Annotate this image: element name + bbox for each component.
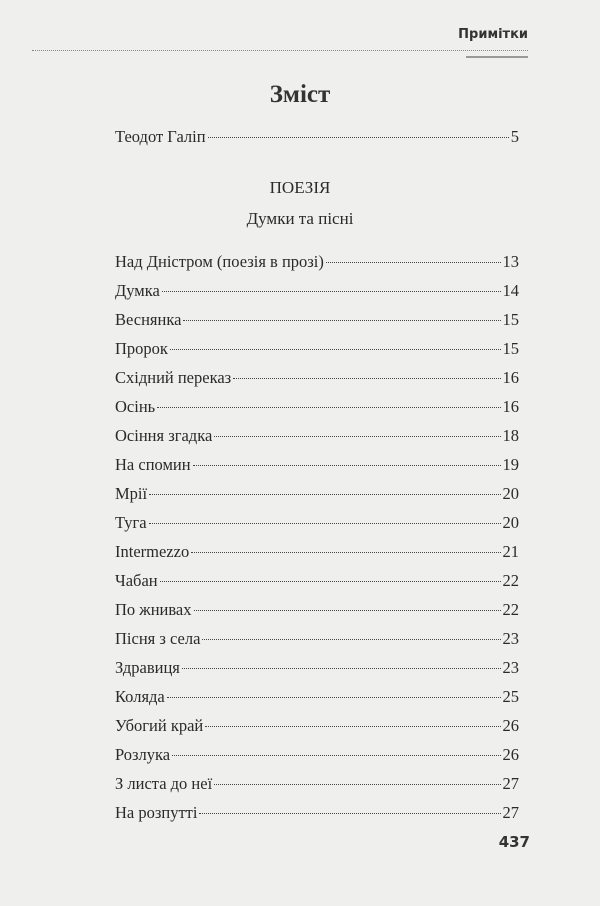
toc-entry-page: 16: [502, 397, 519, 416]
toc-entry[interactable]: [115, 368, 519, 388]
leader-dots: [170, 349, 501, 350]
toc-entry-page: 21: [502, 542, 519, 561]
toc-entry-page: 20: [502, 513, 519, 532]
toc-entry-page: 26: [502, 716, 519, 735]
toc-entry[interactable]: [115, 571, 519, 591]
toc-entry[interactable]: [115, 484, 519, 504]
toc-entry-label: Чабан: [115, 571, 158, 590]
toc-entry-label: На спомин: [115, 455, 191, 474]
toc-entry-label: На розпутті: [115, 803, 198, 822]
toc-entry-page: 22: [502, 600, 519, 619]
toc-entry-page: 22: [502, 571, 519, 590]
toc-entry[interactable]: [115, 687, 519, 707]
toc-entry-label: Осінь: [115, 397, 156, 416]
toc-entry-label: Веснянка: [115, 310, 182, 329]
leader-dots: [149, 523, 501, 524]
toc-entry-page: 19: [502, 455, 519, 474]
toc-entry-label: Думка: [115, 281, 160, 300]
toc-entry[interactable]: [115, 600, 519, 620]
toc-entry[interactable]: [115, 629, 519, 649]
leader-dots: [149, 494, 500, 495]
toc-entry-page: 15: [502, 310, 519, 329]
toc-entry[interactable]: [115, 513, 519, 533]
toc-entry-label: Пророк: [115, 339, 168, 358]
toc-entry[interactable]: [115, 310, 519, 330]
toc-entry-label: З листа до неї: [115, 774, 213, 793]
header-underline: [466, 56, 528, 58]
toc-entry[interactable]: [115, 774, 519, 794]
toc-entry[interactable]: [115, 397, 519, 417]
leader-dots: [214, 436, 500, 437]
leader-dots: [326, 262, 501, 263]
toc-entry-page: 27: [502, 803, 519, 822]
leader-dots: [160, 581, 501, 582]
toc-entry-label: По жнивах: [115, 600, 192, 619]
toc-entry-page: 26: [502, 745, 519, 764]
toc-entry-label: Пісня з села: [115, 629, 201, 648]
leader-dots: [202, 639, 500, 640]
leader-dots: [193, 465, 501, 466]
toc-entry-intro[interactable]: [115, 127, 519, 147]
leader-dots: [191, 552, 500, 553]
toc-entry[interactable]: [115, 426, 519, 446]
page-number: 437: [498, 833, 530, 851]
leader-dots: [208, 137, 509, 138]
subsection-heading: Думки та пісні: [246, 209, 354, 228]
toc-entry[interactable]: [115, 281, 519, 301]
toc-entry-label: Убогий край: [115, 716, 204, 735]
toc-entry[interactable]: [115, 716, 519, 736]
toc-entry[interactable]: [115, 803, 519, 823]
leader-dots: [157, 407, 500, 408]
toc-entry-page: 18: [502, 426, 519, 445]
toc-entry[interactable]: [115, 455, 519, 475]
toc-entry-label: Здравиця: [115, 658, 180, 677]
running-header: Примітки: [458, 27, 528, 42]
toc-entry[interactable]: [115, 339, 519, 359]
leader-dots: [214, 784, 500, 785]
toc-entry-label: Над Дністром (поезія в прозі): [115, 252, 324, 271]
toc-entry-page: 23: [502, 629, 519, 648]
toc-entry-page: 5: [510, 127, 519, 146]
leader-dots: [162, 291, 501, 292]
toc-entry-label: Мрії: [115, 484, 148, 503]
toc-entry[interactable]: [115, 745, 519, 765]
toc-entry-page: 23: [502, 658, 519, 677]
leader-dots: [205, 726, 500, 727]
toc-entry-page: 25: [502, 687, 519, 706]
leader-dots: [167, 697, 501, 698]
toc-entry-page: 13: [502, 252, 519, 271]
toc-entry-label: Теодот Галіп: [115, 127, 206, 146]
toc-entry-label: Intermezzo: [115, 542, 190, 561]
toc-entry-page: 20: [502, 484, 519, 503]
section-heading: ПОЕЗІЯ: [269, 178, 331, 197]
page-title: Зміст: [269, 81, 331, 108]
leader-dots: [182, 668, 501, 669]
leader-dots: [233, 378, 500, 379]
toc-entry[interactable]: [115, 542, 519, 562]
toc-entry-page: 16: [502, 368, 519, 387]
leader-dots: [194, 610, 501, 611]
leader-dots: [199, 813, 500, 814]
toc-entry-page: 14: [502, 281, 519, 300]
leader-dots: [172, 755, 500, 756]
toc-entry-label: Коляда: [115, 687, 165, 706]
toc-entry-page: 15: [502, 339, 519, 358]
toc-entry-label: Східний переказ: [115, 368, 232, 387]
toc-entry-label: Осіння згадка: [115, 426, 213, 445]
toc-entry[interactable]: [115, 252, 519, 272]
toc-entry[interactable]: [115, 658, 519, 678]
toc-entry-label: Туга: [115, 513, 147, 532]
toc-entry-page: 27: [502, 774, 519, 793]
header-divider: [32, 50, 528, 51]
leader-dots: [183, 320, 500, 321]
toc-entry-label: Розлука: [115, 745, 171, 764]
